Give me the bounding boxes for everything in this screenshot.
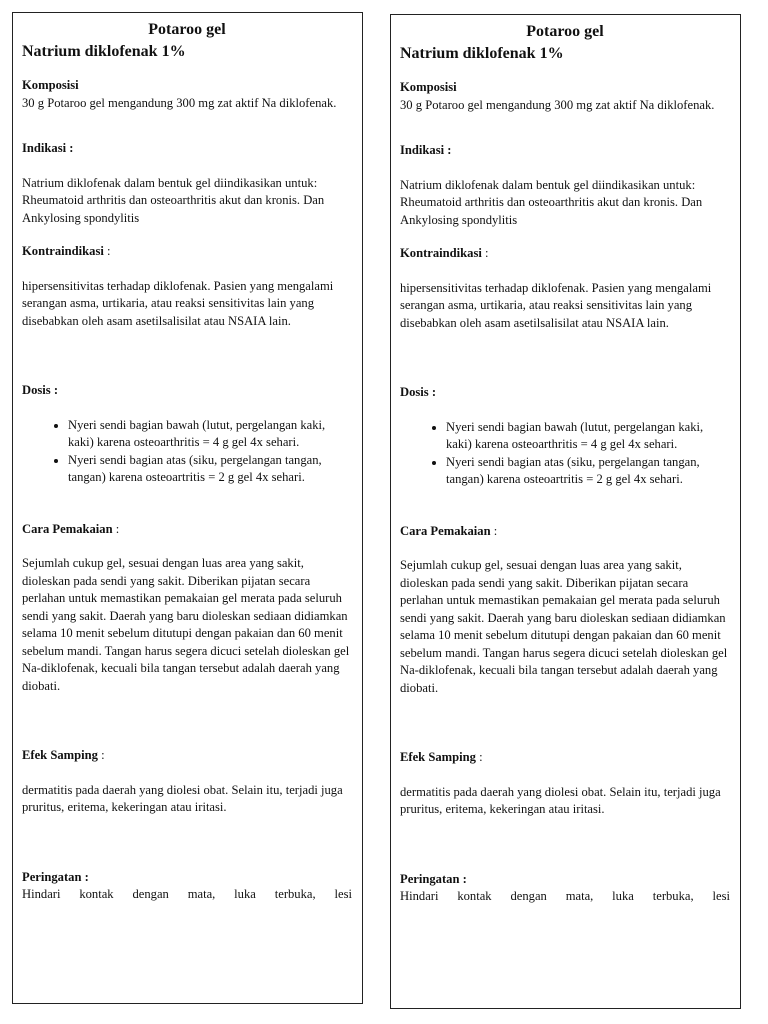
indikasi-heading: Indikasi :	[400, 143, 452, 157]
kontraindikasi-text: hipersensitivitas terhadap diklofenak. Pasien yang mengalami serangan asma, urtikaria, atau reaksi sensitivitas lain yang disebabkan oleh asam asetilsalisilat atau NSAIA lain.	[400, 280, 712, 330]
efek-samping-colon: :	[475, 750, 483, 764]
kontraindikasi-heading	[400, 245, 730, 263]
efek-samping-heading	[400, 749, 730, 767]
cara-pemakaian-text: Sejumlah cukup gel, sesuai dengan luas area yang sakit, dioleskan pada sendi yang sakit. Diberikan pijatan secara perlahan untuk memastikan pemakaian gel merata pada seluruh sendi yang sakit. Daerah yang baru dioleskan sediaan didiamkan selama 10 menit sebelum ditutupi dengan pakaian dan 60 menit sebelum mandi. Tangan harus segera dicuci setelah dioleskan gel Na-diklofenak, kecuali bila tangan tersebut adalah daerah yang diobati.	[400, 558, 728, 695]
dosis-heading: Dosis :	[400, 385, 437, 399]
product-name: Potaroo gel	[148, 21, 226, 38]
efek-samping-heading	[22, 747, 352, 765]
leaflet-title	[400, 21, 730, 65]
peringatan-heading: Peringatan :	[22, 869, 89, 884]
leaflet-right	[390, 14, 741, 1009]
indikasi-text: Natrium diklofenak dalam bentuk gel diindikasikan untuk: Rheumatoid arthritis dan osteoarthritis akut dan kronis. Dan Ankylosing spondylitis	[22, 175, 325, 225]
kontraindikasi-colon: :	[481, 246, 489, 260]
cara-pemakaian-label: Cara Pemakaian	[400, 523, 491, 538]
indikasi-heading: Indikasi :	[22, 141, 74, 155]
kontraindikasi-heading	[22, 243, 352, 261]
efek-samping-colon: :	[97, 748, 105, 762]
product-subtitle: Natrium diklofenak 1%	[400, 45, 564, 62]
peringatan-text: Hindari kontak dengan mata, luka terbuka, lesi	[22, 887, 352, 901]
leaflet-title	[22, 19, 352, 63]
efek-samping-text: dermatitis pada daerah yang diolesi obat. Selain itu, terjadi juga pruritus, eritema, kekeringan atau iritasi.	[400, 784, 721, 816]
komposisi-heading: Komposisi	[22, 78, 79, 92]
peringatan-text: Hindari kontak dengan mata, luka terbuka, lesi	[400, 889, 730, 903]
cara-pemakaian-colon: :	[490, 523, 498, 538]
dosis-heading: Dosis :	[22, 383, 59, 397]
kontraindikasi-colon: :	[103, 244, 111, 258]
kontraindikasi-text: hipersensitivitas terhadap diklofenak. Pasien yang mengalami serangan asma, urtikaria, atau reaksi sensitivitas lain yang disebabkan oleh asam asetilsalisilat atau NSAIA lain.	[22, 278, 334, 328]
dosis-item: • Nyeri sendi bagian bawah (lutut, pergelangan kaki, kaki) karena osteoarthritis = 4 g gel 4x sehari.	[68, 417, 352, 452]
efek-samping-label: Efek Samping	[400, 750, 476, 764]
product-subtitle: Natrium diklofenak 1%	[22, 43, 186, 60]
peringatan-heading: Peringatan :	[400, 871, 467, 886]
efek-samping-label: Efek Samping	[22, 748, 98, 762]
komposisi-text: 30 g Potaroo gel mengandung 300 mg zat aktif Na diklofenak.	[22, 95, 337, 110]
dosis-list	[400, 419, 730, 489]
cara-pemakaian-label: Cara Pemakaian	[22, 521, 113, 536]
dosis-item: • Nyeri sendi bagian atas (siku, pergelangan tangan, tangan) karena osteoartritis = 2 g gel 4x sehari.	[68, 452, 352, 487]
leaflet-left	[12, 12, 363, 1004]
cara-pemakaian-colon: :	[112, 521, 120, 536]
dosis-item: • Nyeri sendi bagian atas (siku, pergelangan tangan, tangan) karena osteoartritis = 2 g gel 4x sehari.	[446, 454, 730, 489]
indikasi-text: Natrium diklofenak dalam bentuk gel diindikasikan untuk: Rheumatoid arthritis dan osteoarthritis akut dan kronis. Dan Ankylosing spondylitis	[400, 177, 703, 227]
dosis-list	[22, 417, 352, 487]
cara-pemakaian-heading	[22, 521, 352, 539]
dosis-item: • Nyeri sendi bagian bawah (lutut, pergelangan kaki, kaki) karena osteoarthritis = 4 g gel 4x sehari.	[446, 419, 730, 454]
cara-pemakaian-text: Sejumlah cukup gel, sesuai dengan luas area yang sakit, dioleskan pada sendi yang sakit. Diberikan pijatan secara perlahan untuk memastikan pemakaian gel merata pada seluruh sendi yang sakit. Daerah yang baru dioleskan sediaan didiamkan selama 10 menit sebelum ditutupi dengan pakaian dan 60 menit sebelum mandi. Tangan harus segera dicuci setelah dioleskan gel Na-diklofenak, kecuali bila tangan tersebut adalah daerah yang diobati.	[22, 556, 350, 693]
efek-samping-text: dermatitis pada daerah yang diolesi obat. Selain itu, terjadi juga pruritus, eritema, kekeringan atau iritasi.	[22, 782, 343, 814]
kontraindikasi-label: Kontraindikasi	[22, 244, 104, 258]
komposisi-text: 30 g Potaroo gel mengandung 300 mg zat aktif Na diklofenak.	[400, 97, 715, 112]
komposisi-heading: Komposisi	[400, 80, 457, 94]
cara-pemakaian-heading	[400, 523, 730, 541]
kontraindikasi-label: Kontraindikasi	[400, 246, 482, 260]
product-name: Potaroo gel	[526, 23, 604, 40]
